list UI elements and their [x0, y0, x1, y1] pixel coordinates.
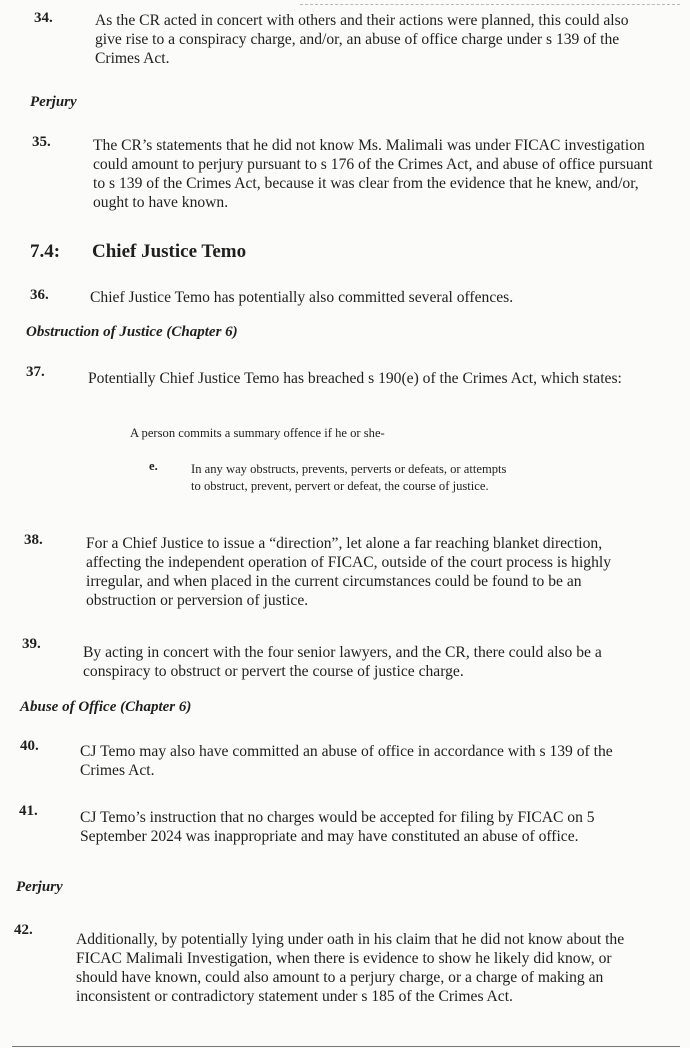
quote-intro: A person commits a summary offence if he or she- — [130, 426, 385, 440]
quote-text: In any way obstructs, prevents, perverts or defeats, or attempts to obstruct, prevent, pervert or defeat, the course of justice. — [191, 462, 507, 493]
paragraph-number: 39. — [22, 636, 41, 652]
paragraph-34: As the CR acted in concert with others and their actions were planned, this could also give rise to a conspiracy charge, and/or, an abuse of office charge under s 139 of the Crimes Act. — [95, 12, 629, 67]
paragraph-number: 35. — [32, 134, 51, 150]
paragraph-35: The CR’s statements that he did not know Ms. Malimali was under FICAC investigation could amount to perjury pursuant to s 176 of the Crimes Act, and abuse of office pursuant to s 139 of the Crimes Act, because it was clear from the evidence that he knew, and/or, ought to have known. — [93, 137, 653, 211]
paragraph-42: Additionally, by potentially lying under oath in his claim that he did not know about the FICAC Malimali Investigation, when there is evidence to show he likely did know, or should have known, could also amount to a perjury charge, or a charge of making an inconsistent or contradictory statement under s 185 of the Crimes Act. — [76, 931, 625, 1005]
paragraph-39: By acting in concert with the four senior lawyers, and the CR, there could also be a conspiracy to obstruct or pervert the course of justice charge. — [83, 644, 602, 680]
paragraph-number: 41. — [19, 803, 38, 819]
paragraph-number: 40. — [20, 738, 39, 754]
heading-perjury: Perjury — [30, 94, 77, 110]
paragraph-40: CJ Temo may also have committed an abuse of office in accordance with s 139 of the Crimes Act. — [80, 743, 613, 779]
paragraph-41: CJ Temo’s instruction that no charges would be accepted for filing by FICAC on 5 September 2024 was inappropriate and may have constituted an abuse of office. — [80, 809, 595, 845]
paragraph-36: Chief Justice Temo has potentially also committed several offences. — [90, 289, 514, 306]
heading-obstruction-of-justice: Obstruction of Justice (Chapter 6) — [26, 324, 238, 340]
paragraph-37: Potentially Chief Justice Temo has breached s 190(e) of the Crimes Act, which states: — [88, 370, 622, 387]
paragraph-number: 37. — [26, 364, 45, 380]
heading-abuse-of-office: Abuse of Office (Chapter 6) — [20, 699, 192, 715]
top-rule — [300, 4, 680, 5]
paragraph-number: 42. — [14, 922, 33, 938]
paragraph-number: 36. — [30, 287, 49, 303]
paragraph-number: 34. — [34, 10, 53, 26]
paragraph-38: For a Chief Justice to issue a “direction”, let alone a far reaching blanket direction, affecting the independent operation of FICAC, outside of the court process is highly irregular, and when placed in the current circumstances could be found to be an obstruction or perversion of justice. — [86, 535, 612, 609]
section-number: 7.4: — [30, 241, 61, 262]
quote-letter: e. — [149, 459, 158, 473]
heading-perjury: Perjury — [16, 879, 63, 895]
bottom-rule — [12, 1046, 680, 1047]
section-title: Chief Justice Temo — [92, 241, 247, 262]
paragraph-number: 38. — [24, 532, 43, 548]
